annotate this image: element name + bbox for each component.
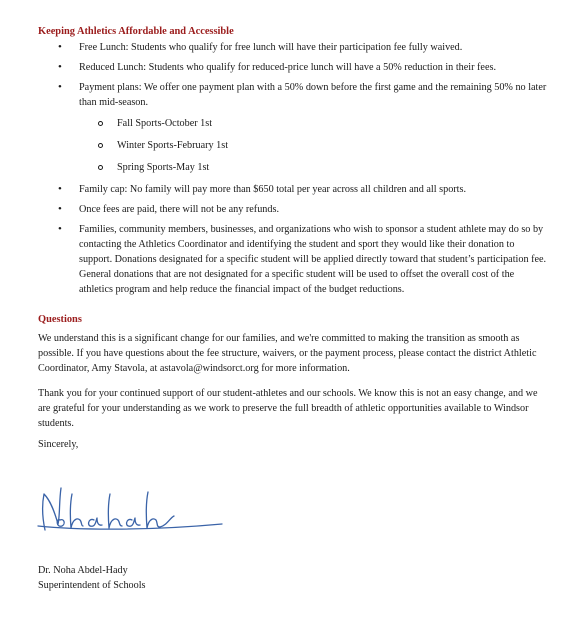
list-item-sponsorship: • Families, community members, businesses, and organizations who wish to sponsor a student athlete may do so by contacting the Athletics Coordinator and identifying the student and sport they would like their donation to support. Donations designated for a specific student will be applied directly toward that student’s participation fee. General donations that are not designated for a specific student will be used to offset the overall cost of the athletics program and help reduce the financial impact of the budget reductions.: [38, 222, 548, 297]
policy-list: [38, 40, 548, 302]
closing: Sincerely,: [38, 439, 79, 450]
payment-plans-text: Payment plans: We offer one payment plan with a 50% down before the first game and the remaining 50% no later than mid-season.: [79, 82, 547, 108]
signer-name: Dr. Noha Abdel-Hady: [38, 565, 128, 576]
signer-title: Superintendent of Schools: [38, 580, 146, 591]
payment-dates-list: [79, 116, 548, 175]
section-heading-affordable: Keeping Athletics Affordable and Accessible: [38, 26, 234, 37]
thank-you-paragraph: Thank you for your continued support of our student-athletes and our schools. We know this is not an easy change, and we are grateful for your understanding as we work to preserve the full breadth of athletic opportunities available to Windsor students.: [38, 388, 538, 429]
list-item-refunds: • Once fees are paid, there will not be any refunds.: [38, 202, 548, 217]
list-item-reduced-lunch: • Reduced Lunch: Students who qualify for reduced-price lunch will have a 50% reduction in their fees.: [38, 60, 548, 75]
list-item-payment-plans: [38, 80, 548, 175]
list-item-free-lunch: • Free Lunch: Students who qualify for free lunch will have their participation fee fully waived.: [38, 40, 548, 55]
sub-item-spring: Spring Sports-May 1st: [79, 160, 548, 175]
sub-item-winter: Winter Sports-February 1st: [79, 138, 548, 153]
questions-paragraph: We understand this is a significant change for our families, and we're committed to making the transition as smooth as possible. If you have questions about the fee structure, waivers, or the payment process, please contact the district Athletic Coordinator, Amy Stavola, at astavola@windsorct.org for more information.: [38, 333, 537, 374]
list-item-family-cap: • Family cap: No family will pay more than $650 total per year across all children and all sports.: [38, 182, 548, 197]
section-heading-questions: Questions: [38, 314, 82, 325]
sub-item-fall: Fall Sports-October 1st: [79, 116, 548, 131]
signature-image: [36, 480, 236, 542]
